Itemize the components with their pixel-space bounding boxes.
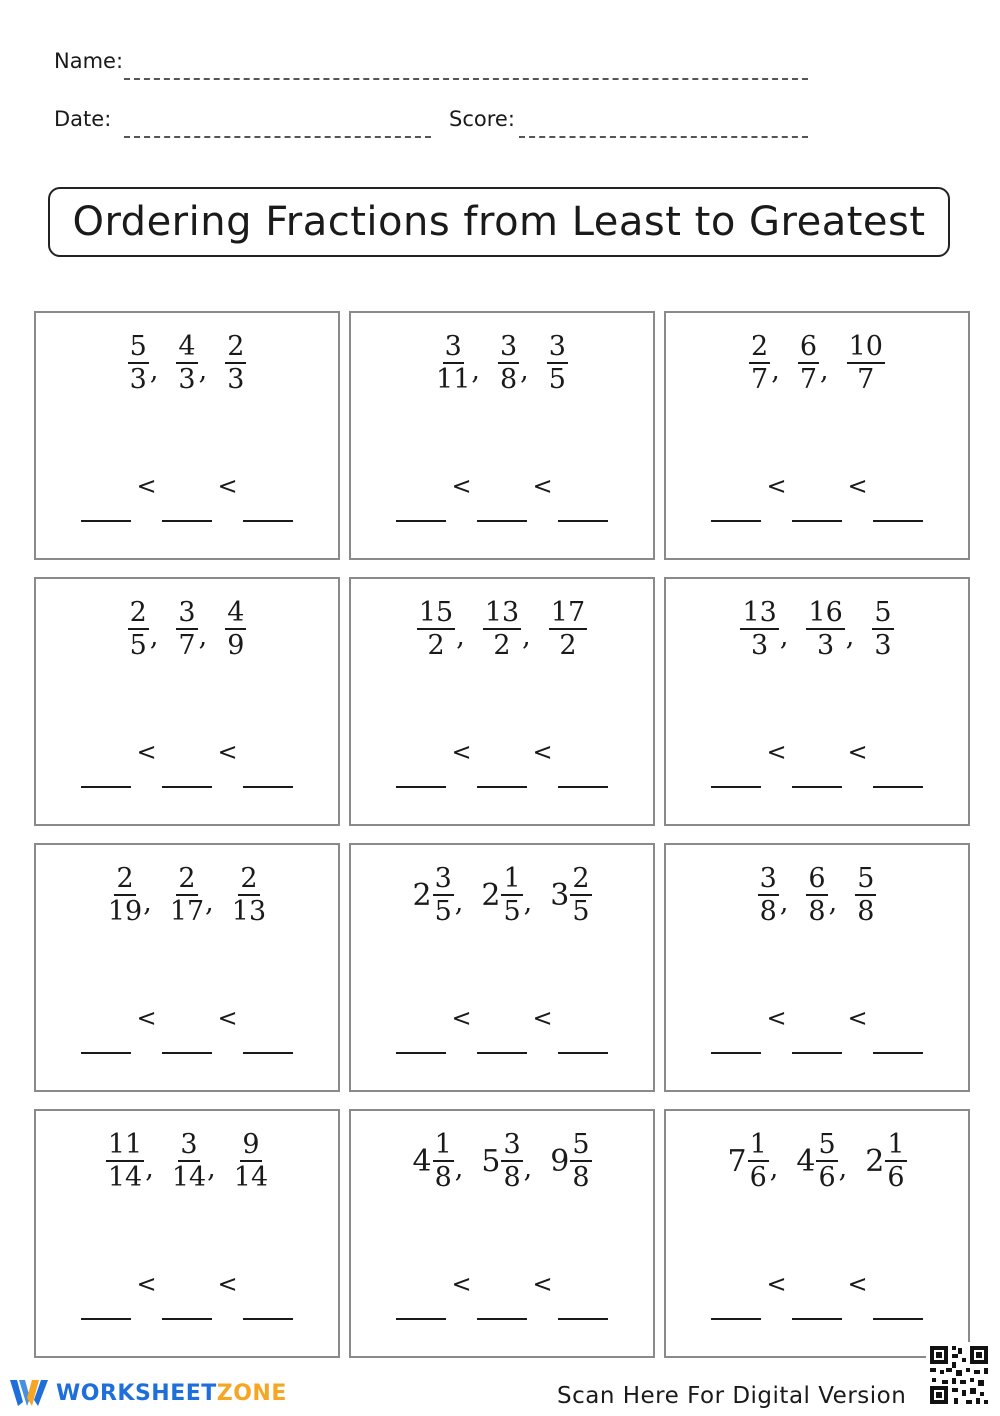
problem-card	[664, 577, 970, 826]
fraction-item	[549, 599, 587, 659]
comma-separator: ,	[828, 886, 838, 918]
fraction-item	[872, 599, 893, 659]
whole-number: 4	[796, 1143, 816, 1179]
fraction	[170, 865, 204, 925]
less-than-symbol: <	[847, 1004, 868, 1032]
numerator: 1	[749, 1129, 767, 1160]
fraction-item	[128, 599, 159, 659]
comma-separator: ,	[145, 1152, 154, 1184]
answer-blank[interactable]	[243, 1266, 293, 1320]
denominator: 11	[436, 364, 471, 395]
answer-row	[36, 734, 338, 788]
worksheet-title: Ordering Fractions from Least to Greatest	[72, 199, 926, 245]
denominator: 14	[233, 1162, 269, 1193]
fraction	[749, 333, 770, 393]
problem-card	[34, 577, 340, 826]
comma-separator: ,	[207, 1152, 216, 1184]
fraction-item	[740, 599, 788, 659]
fraction	[806, 865, 827, 925]
score-label: Score:	[449, 107, 515, 131]
numerator: 17	[550, 597, 586, 628]
answer-blank[interactable]	[81, 1000, 131, 1054]
comma-separator: ,	[143, 886, 152, 918]
answer-blank[interactable]	[243, 1000, 293, 1054]
answer-blank[interactable]	[81, 734, 131, 788]
fraction-list	[36, 333, 338, 393]
less-than-symbol: <	[532, 472, 553, 500]
denominator: 5	[129, 630, 147, 661]
fraction	[872, 599, 893, 659]
fraction-list	[351, 1131, 653, 1191]
denominator: 9	[227, 630, 245, 661]
denominator: 5	[572, 896, 590, 927]
fraction	[106, 1131, 144, 1191]
fraction	[570, 865, 591, 925]
less-than-symbol: <	[532, 738, 553, 766]
less-than-symbol: <	[451, 1270, 472, 1298]
denominator: 7	[751, 364, 769, 395]
fraction-item	[108, 865, 152, 925]
answer-blank[interactable]	[396, 468, 446, 522]
fraction	[549, 599, 587, 659]
answer-blank[interactable]	[792, 468, 842, 522]
brand-name	[56, 1381, 287, 1406]
fraction-item	[481, 1131, 532, 1191]
denominator: 3	[751, 630, 769, 661]
fraction	[225, 333, 246, 393]
fraction-item	[758, 865, 789, 925]
fraction-item	[727, 1131, 778, 1191]
less-than-symbol: <	[136, 472, 157, 500]
fraction-item	[172, 1131, 216, 1191]
numerator: 16	[808, 597, 843, 628]
fraction-item	[106, 1131, 154, 1191]
fraction-item	[483, 599, 531, 659]
answer-row	[666, 1000, 968, 1054]
fraction-list	[36, 599, 338, 659]
answer-row	[351, 1266, 653, 1320]
numerator: 5	[572, 1129, 590, 1160]
less-than-symbol: <	[217, 1004, 238, 1032]
comma-separator: ,	[149, 354, 159, 386]
denominator: 3	[816, 630, 835, 661]
numerator: 2	[116, 863, 134, 894]
fraction-list	[351, 599, 653, 659]
answer-blank[interactable]	[477, 1000, 527, 1054]
fraction-item	[170, 865, 214, 925]
denominator: 5	[503, 896, 521, 927]
less-than-symbol: <	[766, 738, 787, 766]
numerator: 15	[418, 597, 454, 628]
whole-number: 3	[550, 877, 570, 913]
fraction-item	[128, 333, 159, 393]
answer-blank[interactable]	[162, 468, 212, 522]
answer-blank[interactable]	[162, 1000, 212, 1054]
denominator: 7	[799, 364, 817, 395]
comma-separator: ,	[523, 886, 533, 918]
problem-card	[349, 577, 655, 826]
answer-blank[interactable]	[396, 1000, 446, 1054]
fraction-list	[351, 333, 653, 393]
answer-blank[interactable]	[792, 1266, 842, 1320]
fraction-item	[176, 333, 207, 393]
fraction	[501, 865, 522, 925]
fraction-item	[855, 865, 876, 925]
less-than-symbol: <	[532, 1270, 553, 1298]
fraction-item	[412, 865, 463, 925]
answer-row	[351, 734, 653, 788]
fraction-item	[412, 1131, 463, 1191]
answer-row	[36, 1000, 338, 1054]
less-than-symbol: <	[136, 1270, 157, 1298]
fraction	[748, 1131, 769, 1191]
answer-blank[interactable]	[711, 1266, 761, 1320]
less-than-symbol: <	[451, 1004, 472, 1032]
whole-number: 2	[481, 877, 501, 913]
answer-blank[interactable]	[396, 1266, 446, 1320]
less-than-symbol: <	[766, 1270, 787, 1298]
answer-blank[interactable]	[477, 1266, 527, 1320]
fraction	[758, 865, 779, 925]
answer-blank[interactable]	[396, 734, 446, 788]
problem-card	[664, 311, 970, 560]
wz-logo-icon	[10, 1378, 50, 1408]
problem-card	[34, 311, 340, 560]
numerator: 3	[434, 863, 452, 894]
numerator: 10	[848, 331, 883, 362]
comma-separator: ,	[838, 1152, 848, 1184]
fraction-item	[865, 1131, 906, 1191]
comma-separator: ,	[198, 620, 208, 652]
fraction-item	[417, 599, 465, 659]
date-field-line[interactable]	[124, 136, 431, 138]
whole-number: 2	[865, 1143, 885, 1179]
fraction-item	[234, 1131, 268, 1191]
answer-blank[interactable]	[873, 1266, 923, 1320]
fraction-list	[666, 1131, 968, 1191]
fraction-item	[498, 333, 529, 393]
less-than-symbol: <	[766, 1004, 787, 1032]
title-box	[48, 187, 950, 257]
fraction-list	[666, 599, 968, 659]
denominator: 2	[427, 630, 445, 661]
fraction-item	[232, 865, 266, 925]
denominator: 3	[178, 364, 196, 395]
answer-row	[351, 1000, 653, 1054]
answer-blank[interactable]	[243, 734, 293, 788]
denominator: 6	[749, 1162, 767, 1193]
fraction	[176, 333, 197, 393]
denominator: 2	[493, 630, 511, 661]
fraction-list	[666, 865, 968, 925]
fraction	[108, 865, 142, 925]
comma-separator: ,	[771, 354, 780, 386]
answer-row	[666, 1266, 968, 1320]
numerator: 2	[129, 597, 147, 628]
name-label: Name:	[54, 49, 124, 73]
denominator: 8	[499, 364, 518, 395]
fraction	[172, 1131, 206, 1191]
denominator: 3	[227, 364, 245, 395]
less-than-symbol: <	[217, 1270, 238, 1298]
fraction-item	[225, 333, 246, 393]
denominator: 2	[559, 630, 577, 661]
comma-separator: ,	[523, 1152, 533, 1184]
less-than-symbol: <	[532, 1004, 553, 1032]
whole-number: 2	[412, 877, 432, 913]
numerator: 3	[444, 331, 462, 362]
denominator: 19	[107, 896, 143, 927]
answer-blank[interactable]	[477, 468, 527, 522]
fraction-item	[436, 333, 480, 393]
answer-row	[666, 734, 968, 788]
less-than-symbol: <	[451, 472, 472, 500]
comma-separator: ,	[769, 1152, 779, 1184]
numerator: 3	[759, 863, 777, 894]
answer-blank[interactable]	[558, 734, 608, 788]
comma-separator: ,	[198, 354, 208, 386]
whole-number: 4	[412, 1143, 432, 1179]
answer-blank[interactable]	[711, 468, 761, 522]
numerator: 3	[180, 1129, 198, 1160]
numerator: 11	[107, 1129, 143, 1160]
fraction	[740, 599, 778, 659]
whole-number: 7	[727, 1143, 747, 1179]
comma-separator: ,	[454, 1152, 464, 1184]
numerator: 3	[178, 597, 196, 628]
problem-card	[34, 843, 340, 1092]
fraction	[570, 1131, 591, 1191]
worksheetzone-logo	[10, 1378, 287, 1408]
numerator: 2	[227, 331, 245, 362]
comma-separator: ,	[845, 620, 855, 652]
fraction-list	[36, 1131, 338, 1191]
answer-blank[interactable]	[873, 734, 923, 788]
problem-card	[34, 1109, 340, 1358]
numerator: 6	[808, 863, 826, 894]
denominator: 7	[857, 364, 875, 395]
numerator: 4	[178, 331, 196, 362]
numerator: 13	[742, 597, 777, 628]
denominator: 5	[548, 364, 566, 395]
answer-blank[interactable]	[81, 468, 131, 522]
comma-separator: ,	[456, 620, 465, 652]
numerator: 3	[548, 331, 566, 362]
fraction	[816, 1131, 837, 1191]
answer-row	[36, 1266, 338, 1320]
brand-name-part2: ZONE	[216, 1380, 287, 1406]
less-than-symbol: <	[136, 1004, 157, 1032]
fraction-item	[176, 599, 207, 659]
less-than-symbol: <	[451, 738, 472, 766]
fraction-item	[547, 333, 568, 393]
numerator: 5	[129, 331, 147, 362]
comma-separator: ,	[149, 620, 159, 652]
fraction	[806, 599, 844, 659]
numerator: 5	[857, 863, 875, 894]
denominator: 6	[887, 1162, 905, 1193]
answer-row	[666, 468, 968, 522]
comma-separator: ,	[205, 886, 214, 918]
score-field-line[interactable]	[519, 136, 808, 138]
answer-blank[interactable]	[792, 734, 842, 788]
comma-separator: ,	[454, 886, 464, 918]
fraction-item	[749, 333, 780, 393]
brand-name-part1: WORKSHEET	[56, 1380, 217, 1406]
scan-text: Scan Here For Digital Version	[557, 1383, 907, 1409]
fraction-item	[806, 865, 837, 925]
problem-grid	[34, 311, 970, 1358]
answer-blank[interactable]	[162, 734, 212, 788]
numerator: 1	[887, 1129, 905, 1160]
name-field-line[interactable]	[124, 78, 808, 80]
comma-separator: ,	[520, 354, 529, 386]
numerator: 6	[799, 331, 817, 362]
fraction-list	[666, 333, 968, 393]
answer-blank[interactable]	[711, 1000, 761, 1054]
fraction	[798, 333, 819, 393]
fraction	[847, 333, 885, 393]
fraction-item	[796, 1131, 847, 1191]
numerator: 2	[572, 863, 590, 894]
fraction-list	[36, 865, 338, 925]
fraction	[885, 1131, 906, 1191]
problem-card	[349, 311, 655, 560]
numerator: 9	[242, 1129, 260, 1160]
numerator: 1	[503, 863, 521, 894]
fraction	[128, 333, 149, 393]
numerator: 2	[240, 863, 258, 894]
less-than-symbol: <	[847, 1270, 868, 1298]
answer-blank[interactable]	[81, 1266, 131, 1320]
fraction	[232, 865, 266, 925]
fraction	[855, 865, 876, 925]
problem-card	[349, 1109, 655, 1358]
fraction-item	[550, 1131, 591, 1191]
numerator: 5	[818, 1129, 836, 1160]
numerator: 1	[434, 1129, 452, 1160]
answer-blank[interactable]	[711, 734, 761, 788]
denominator: 14	[171, 1162, 207, 1193]
fraction	[433, 865, 454, 925]
fraction	[483, 599, 521, 659]
less-than-symbol: <	[766, 472, 787, 500]
fraction	[225, 599, 246, 659]
comma-separator: ,	[820, 354, 829, 386]
fraction-item	[225, 599, 246, 659]
fraction	[433, 1131, 454, 1191]
whole-number: 5	[481, 1143, 501, 1179]
answer-blank[interactable]	[873, 1000, 923, 1054]
denominator: 7	[178, 630, 196, 661]
answer-blank[interactable]	[162, 1266, 212, 1320]
date-label: Date:	[54, 107, 112, 131]
answer-blank[interactable]	[558, 1000, 608, 1054]
less-than-symbol: <	[217, 472, 238, 500]
denominator: 17	[169, 896, 205, 927]
numerator: 5	[874, 597, 892, 628]
fraction	[436, 333, 470, 393]
denominator: 3	[874, 630, 892, 661]
comma-separator: ,	[522, 620, 531, 652]
answer-blank[interactable]	[477, 734, 527, 788]
comma-separator: ,	[471, 354, 480, 386]
comma-separator: ,	[779, 886, 789, 918]
fraction-item	[806, 599, 854, 659]
fraction	[176, 599, 197, 659]
answer-row	[351, 468, 653, 522]
denominator: 5	[434, 896, 452, 927]
problem-card	[664, 1109, 970, 1358]
numerator: 3	[499, 331, 518, 362]
denominator: 6	[818, 1162, 836, 1193]
denominator: 8	[808, 896, 826, 927]
comma-separator: ,	[779, 620, 789, 652]
fraction	[498, 333, 519, 393]
fraction-item	[481, 865, 532, 925]
less-than-symbol: <	[136, 738, 157, 766]
fraction-item	[798, 333, 829, 393]
answer-blank[interactable]	[873, 468, 923, 522]
denominator: 8	[759, 896, 777, 927]
denominator: 13	[231, 896, 267, 927]
denominator: 8	[434, 1162, 452, 1193]
answer-blank[interactable]	[558, 468, 608, 522]
fraction	[128, 599, 149, 659]
denominator: 3	[129, 364, 147, 395]
fraction	[501, 1131, 522, 1191]
denominator: 8	[503, 1162, 521, 1193]
answer-blank[interactable]	[558, 1266, 608, 1320]
qr-code-icon[interactable]	[926, 1342, 992, 1408]
whole-number: 9	[550, 1143, 570, 1179]
numerator: 4	[227, 597, 245, 628]
fraction	[417, 599, 455, 659]
problem-card	[349, 843, 655, 1092]
less-than-symbol: <	[217, 738, 238, 766]
denominator: 14	[107, 1162, 143, 1193]
problem-card	[664, 843, 970, 1092]
answer-blank[interactable]	[243, 468, 293, 522]
answer-row	[36, 468, 338, 522]
less-than-symbol: <	[847, 738, 868, 766]
fraction-list	[351, 865, 653, 925]
denominator: 8	[572, 1162, 590, 1193]
fraction	[547, 333, 568, 393]
denominator: 8	[857, 896, 875, 927]
fraction-item	[847, 333, 885, 393]
less-than-symbol: <	[847, 472, 868, 500]
numerator: 3	[503, 1129, 521, 1160]
fraction	[234, 1131, 268, 1191]
numerator: 2	[178, 863, 196, 894]
fraction-item	[550, 865, 591, 925]
answer-blank[interactable]	[792, 1000, 842, 1054]
numerator: 2	[751, 331, 769, 362]
numerator: 13	[484, 597, 520, 628]
